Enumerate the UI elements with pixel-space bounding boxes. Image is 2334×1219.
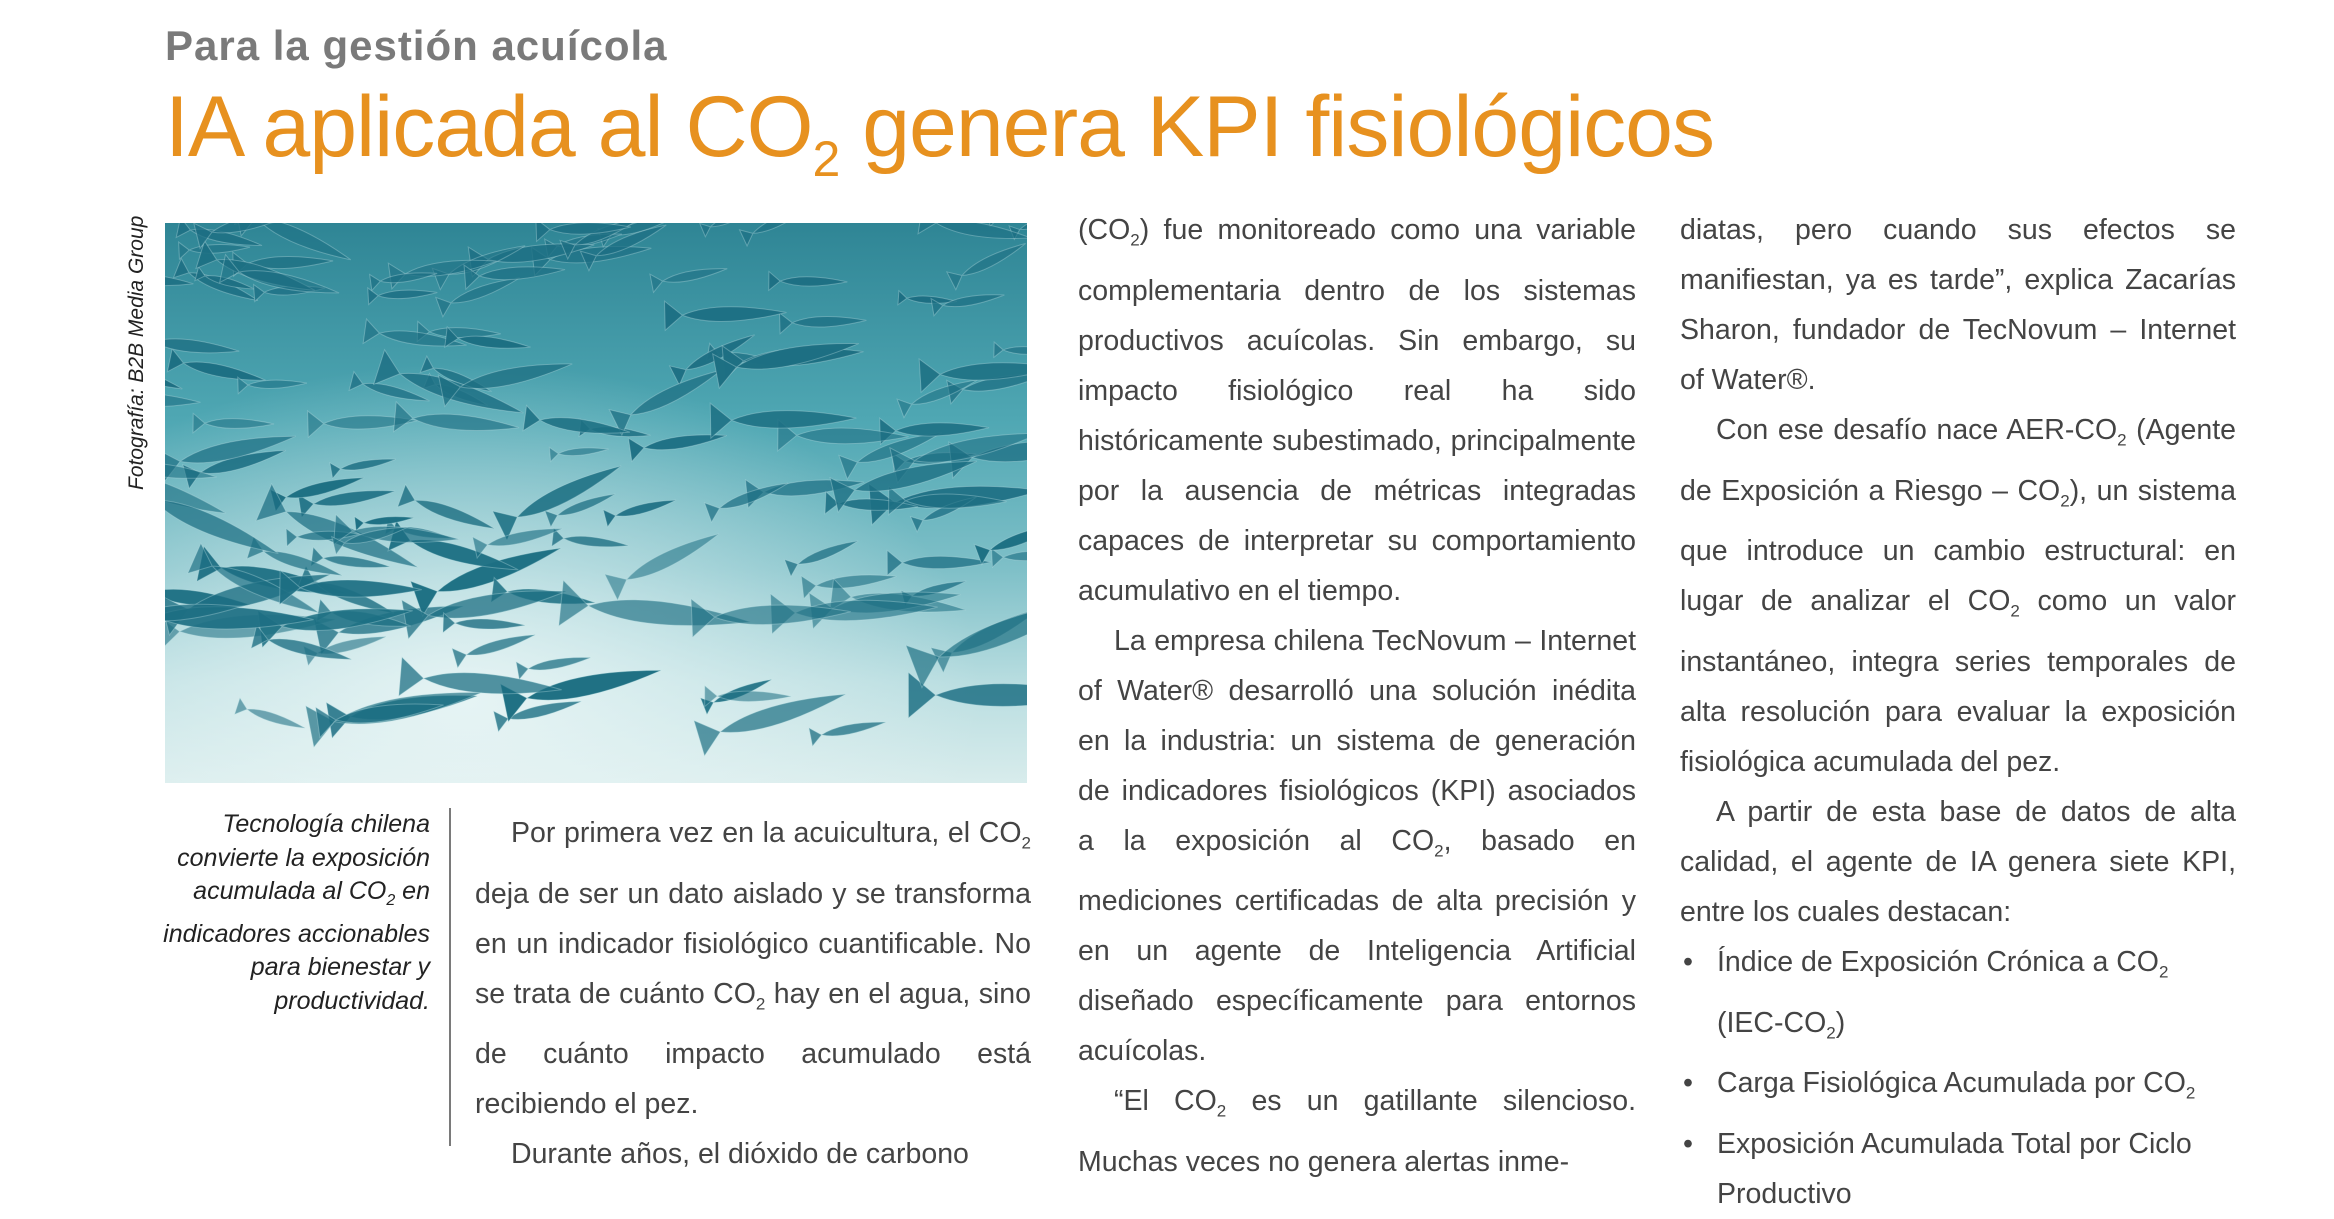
paragraph: A partir de esta base de datos de alta calidad, el agente de IA genera siete KPI, entre los cuales destacan: — [1680, 796, 2236, 929]
fish-school-illustration — [165, 223, 1027, 783]
caption-line: productividad. — [274, 986, 430, 1015]
caption-divider — [449, 808, 451, 1146]
paragraph: $(CO_2)$ fue monitoreado como una variable complementaria dentro de los sistemas productivos acuícolas. Sin embargo, su impacto fisiológico real ha sido históricamente subestimado, principalmente por la ausencia de métricas integradas capaces de interpretar su comportamiento acumulativo en el tiempo. — [1078, 214, 1636, 607]
body-column-2 — [1078, 205, 1636, 1187]
body-column-3 — [1680, 205, 2236, 1219]
caption-subscript: 2 — [386, 892, 396, 909]
caption-line: en — [395, 877, 430, 905]
list-item: • Exposición Acumulada Total por Ciclo Productivo — [1680, 1119, 2236, 1219]
paragraph: Durante años, el dióxido de carbono — [511, 1138, 969, 1171]
paragraph: diatas, pero cuando sus efectos se manifiestan, ya es tarde”, explica Zacarías Sharon, fundador de TecNovum – Internet of Water®. — [1680, 214, 2236, 396]
headline-part2: genera KPI fisiológicos — [839, 79, 1715, 175]
list-item: • Carga Fisiológica Acumulada por $CO_2$ — [1680, 1058, 2236, 1119]
caption-line: Tecnología chilena — [222, 810, 430, 838]
headline-subscript: 2 — [812, 131, 840, 187]
caption-line: indicadores accionables — [163, 919, 430, 948]
caption-line: acumulada al CO — [193, 877, 387, 905]
paragraph: La empresa chilena TecNovum – Internet of Water® desarrolló una solución inédita en la industria: un sistema de generación de indicadores fisiológicos (KPI) asociados a la exposición al $CO_2$, basado en mediciones certificadas de alta precisión y en un agente de Inteligencia Artificial diseñado específicamente para entornos acuícolas. — [1078, 624, 1636, 1068]
body-column-1 — [475, 808, 1031, 1179]
headline-part1: IA aplicada al CO — [165, 79, 813, 175]
paragraph: Por primera vez en la acuicultura, el $CO_2$ deja de ser un dato aislado y se transforma en un indicador fisiológico cuantificable. No se trata de cuánto $CO_2$ hay en el agua, sino de cuánto impacto acumulado está recibiendo el pez. — [475, 817, 1031, 1121]
caption-line: convierte la exposición — [177, 843, 430, 872]
photo-caption — [150, 808, 430, 1018]
quote-paragraph: “El $CO_2$ es un gatillante silencioso. Muchas veces no genera alertas inme- — [1078, 1085, 1636, 1179]
headline — [165, 80, 1714, 187]
kicker: Para la gestión acuícola — [165, 22, 668, 69]
kpi-list — [1680, 937, 2236, 1219]
photo-credit: Fotografía: B2B Media Group — [125, 215, 148, 490]
fish-school-photo — [165, 223, 1027, 783]
paragraph: Con ese desafío nace AER-$CO_2$ (Agente de Exposición a Riesgo – $CO_2$), un sistema que introduce un cambio estructural: en lugar de analizar el $CO_2$ como un valor instantáneo, integra series temporales de alta resolución para evaluar la exposición fisiológica acumulada del pez. — [1680, 414, 2236, 779]
caption-line: para bienestar y — [250, 953, 430, 981]
list-item: • Índice de Exposición Crónica a $CO_2$ $(IEC-CO_2)$ — [1680, 937, 2236, 1058]
